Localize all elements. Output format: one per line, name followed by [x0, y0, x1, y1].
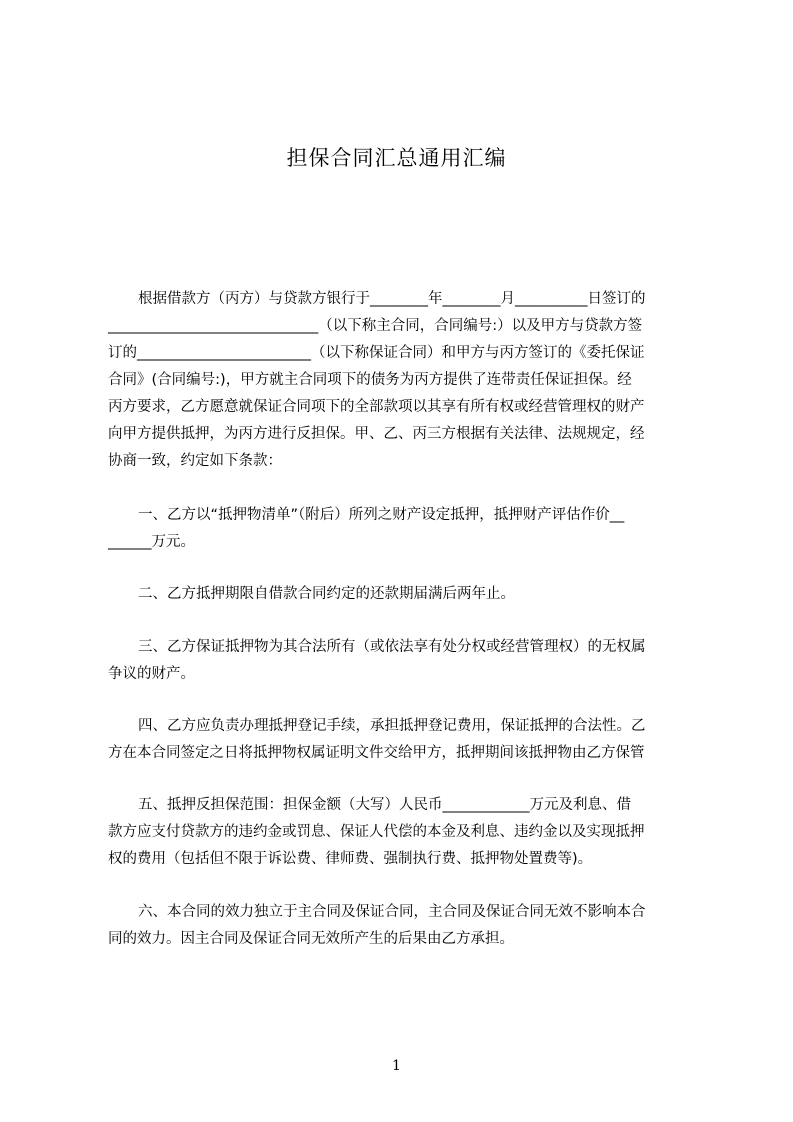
intro-line: 协商一致，约定如下条款： — [108, 453, 282, 469]
intro-line: 合同》(合同编号:)，甲方就主合同项下的债务为丙方提供了连带责任保证担保。经 — [108, 372, 632, 388]
clause-line: 款方应支付贷款方的违约金或罚息、保证人代偿的本金及利息、违约金以及实现抵押 — [108, 824, 645, 840]
intro-line: 根据借款方（丙方）与贷款方银行于________年________月__________日签订的 — [138, 291, 646, 307]
document-title: 担保合同汇总通用汇编 — [286, 146, 507, 170]
clause-line: 权的费用（包括但不限于诉讼费、律师费、强制执行费、抵押物处置费等)。 — [108, 851, 593, 867]
clause-line: 四、乙方应负责办理抵押登记手续，承担抵押登记费用，保证抵押的合法性。乙 — [138, 718, 646, 734]
intro-line: 订的________________________（以下称保证合同）和甲方与丙方签订的《委托保证 — [108, 345, 645, 361]
clause-line: 争议的财产。 — [108, 666, 195, 682]
intro-line: 向甲方提供抵押，为丙方进行反担保。甲、乙、丙三方根据有关法律、法规规定，经 — [108, 426, 645, 442]
clause-line: 方在本合同签定之日将抵押物权属证明文件交给甲方，抵押期间该抵押物由乙方保管 — [108, 745, 645, 761]
intro-line: 丙方要求，乙方愿意就保证合同项下的全部款项以其享有所有权或经营管理权的财产 — [108, 399, 645, 415]
paragraph-clause-2 — [108, 581, 700, 608]
clause-line: 同的效力。因主合同及保证合同无效所产生的后果由乙方承担。 — [108, 931, 514, 947]
clause-line: 六、本合同的效力独立于主合同及保证合同，主合同及保证合同无效不影响本合 — [138, 904, 646, 920]
clause-line: ______万元。 — [108, 534, 195, 550]
paragraph-clause-1 — [108, 502, 700, 556]
paragraph-clause-6 — [108, 899, 700, 953]
clause-line: 一、乙方以“抵押物清单”（附后）所列之财产设定抵押，抵押财产评估作价__ — [138, 507, 625, 523]
paragraph-clause-5 — [108, 792, 700, 873]
clause-line: 五、抵押反担保范围：担保金额（大写）人民币____________万元及利息、借 — [138, 797, 631, 813]
page-number: 1 — [392, 1058, 401, 1074]
clause-line: 三、乙方保证抵押物为其合法所有（或依法享有处分权或经营管理权）的无权属 — [138, 639, 646, 655]
paragraph-intro — [108, 286, 700, 475]
intro-line: _____________________________（以下称主合同，合同编号:）以及甲方与贷款方签 — [108, 318, 643, 334]
paragraph-clause-4 — [108, 713, 700, 767]
clause-line: 二、乙方抵押期限自借款合同约定的还款期届满后两年止。 — [138, 586, 515, 602]
paragraph-clause-3 — [108, 634, 700, 688]
